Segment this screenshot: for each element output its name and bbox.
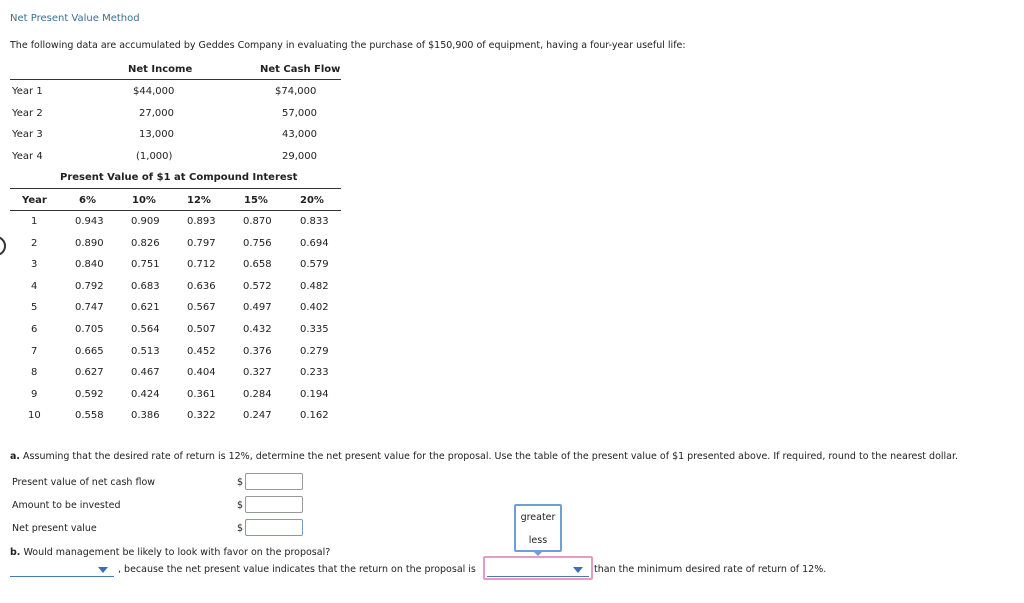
net-cash-flow-value: 57,000 bbox=[282, 108, 317, 119]
pv-factor-cell: 0.233 bbox=[300, 367, 329, 378]
year-label: Year 4 bbox=[12, 151, 43, 162]
pv-factor-cell: 0.705 bbox=[75, 324, 104, 335]
pv-factor-cell: 0.756 bbox=[243, 238, 272, 249]
pv-factor-cell: 0.579 bbox=[300, 259, 329, 270]
net-cash-flow-value: 43,000 bbox=[282, 129, 317, 140]
pv-year-cell: 2 bbox=[31, 238, 38, 249]
pv-factor-cell: 0.833 bbox=[300, 216, 329, 227]
pv-factor-cell: 0.636 bbox=[187, 281, 216, 292]
year-label: Year 2 bbox=[12, 108, 43, 119]
page-title: Net Present Value Method bbox=[10, 13, 140, 24]
pv-factor-cell: 0.564 bbox=[131, 324, 160, 335]
field-label-pv-net-cash-flow: Present value of net cash flow bbox=[12, 477, 156, 488]
pv-factor-cell: 0.621 bbox=[131, 302, 160, 313]
pv-factor-cell: 0.335 bbox=[300, 324, 329, 335]
because-text: , because the net present value indicates that the return on the proposal is bbox=[118, 564, 476, 575]
currency-symbol: $ bbox=[237, 477, 244, 488]
net-cash-flow-value: $74,000 bbox=[275, 86, 317, 97]
return-dropdown-menu bbox=[514, 504, 562, 552]
dropdown-pointer-icon bbox=[533, 551, 543, 556]
pv-factor-cell: 0.572 bbox=[243, 281, 272, 292]
table-rule bbox=[10, 79, 341, 80]
header-net-income: Net Income bbox=[128, 64, 193, 75]
pv-year-cell: 3 bbox=[31, 259, 38, 270]
pv-factor-cell: 0.322 bbox=[187, 410, 216, 421]
pv-table-title: Present Value of $1 at Compound Interest bbox=[60, 172, 298, 183]
pv-net-cash-flow-input[interactable] bbox=[245, 473, 303, 490]
intro-text: The following data are accumulated by Geddes Company in evaluating the purchase of $150,900 of equipment, having a four-year useful life: bbox=[10, 40, 686, 51]
pv-factor-cell: 0.513 bbox=[131, 346, 160, 357]
pv-year-cell: 5 bbox=[31, 302, 38, 313]
pv-factor-cell: 0.797 bbox=[187, 238, 216, 249]
question-b-prefix: b. bbox=[10, 547, 21, 558]
pv-factor-cell: 0.567 bbox=[187, 302, 216, 313]
net-cash-flow-value: 29,000 bbox=[282, 151, 317, 162]
than-text: than the minimum desired rate of return of 12%. bbox=[594, 564, 827, 575]
dropdown-option-less[interactable]: less bbox=[528, 535, 548, 546]
pv-factor-cell: 0.507 bbox=[187, 324, 216, 335]
pv-year-cell: 6 bbox=[31, 324, 38, 335]
pv-factor-cell: 0.840 bbox=[75, 259, 104, 270]
pv-factor-cell: 0.712 bbox=[187, 259, 216, 270]
pv-factor-cell: 0.284 bbox=[243, 389, 272, 400]
pv-factor-cell: 0.943 bbox=[75, 216, 104, 227]
question-a-text: Assuming that the desired rate of return is 12%, determine the net present value for the proposal. Use the table of the present value of $1 presented above. If required, round to the nearest dollar. bbox=[20, 451, 959, 462]
pv-factor-cell: 0.404 bbox=[187, 367, 216, 378]
pv-header: 20% bbox=[300, 195, 324, 206]
dropdown-option-greater[interactable]: greater bbox=[520, 512, 556, 523]
net-income-value: (1,000) bbox=[136, 151, 173, 162]
question-a bbox=[10, 451, 958, 462]
pv-factor-cell: 0.432 bbox=[243, 324, 272, 335]
return-select[interactable] bbox=[487, 563, 589, 577]
pv-factor-cell: 0.194 bbox=[300, 389, 329, 400]
pv-factor-cell: 0.327 bbox=[243, 367, 272, 378]
pv-factor-cell: 0.279 bbox=[300, 346, 329, 357]
pv-factor-cell: 0.424 bbox=[131, 389, 160, 400]
pv-year-cell: 7 bbox=[31, 346, 38, 357]
pv-year-cell: 10 bbox=[28, 410, 41, 421]
pv-factor-cell: 0.627 bbox=[75, 367, 104, 378]
pv-factor-cell: 0.592 bbox=[75, 389, 104, 400]
pv-factor-cell: 0.665 bbox=[75, 346, 104, 357]
currency-symbol: $ bbox=[237, 500, 244, 511]
year-label: Year 3 bbox=[12, 129, 43, 140]
pv-factor-cell: 0.792 bbox=[75, 281, 104, 292]
pv-factor-cell: 0.386 bbox=[131, 410, 160, 421]
pv-factor-cell: 0.247 bbox=[243, 410, 272, 421]
pv-year-cell: 8 bbox=[31, 367, 38, 378]
question-b-text: Would management be likely to look with favor on the proposal? bbox=[20, 547, 331, 558]
pv-factor-cell: 0.376 bbox=[243, 346, 272, 357]
chevron-down-icon bbox=[573, 567, 583, 573]
amount-invested-input[interactable] bbox=[245, 496, 303, 513]
pv-factor-cell: 0.870 bbox=[243, 216, 272, 227]
pv-factor-cell: 0.558 bbox=[75, 410, 104, 421]
pv-header: 12% bbox=[187, 195, 211, 206]
cash-table-body bbox=[0, 86, 360, 174]
pv-header: 15% bbox=[244, 195, 268, 206]
net-income-value: 13,000 bbox=[139, 129, 174, 140]
pv-factor-cell: 0.658 bbox=[243, 259, 272, 270]
pv-factor-cell: 0.694 bbox=[300, 238, 329, 249]
pv-year-cell: 4 bbox=[31, 281, 38, 292]
pv-factor-cell: 0.683 bbox=[131, 281, 160, 292]
currency-symbol: $ bbox=[237, 523, 244, 534]
pv-table-body bbox=[0, 216, 360, 432]
pv-factor-cell: 0.890 bbox=[75, 238, 104, 249]
pv-factor-cell: 0.497 bbox=[243, 302, 272, 313]
field-label-net-present-value: Net present value bbox=[12, 523, 97, 534]
pv-factor-cell: 0.467 bbox=[131, 367, 160, 378]
pv-year-cell: 1 bbox=[31, 216, 38, 227]
favor-select[interactable] bbox=[10, 563, 114, 577]
net-present-value-input[interactable] bbox=[245, 519, 303, 536]
pv-factor-cell: 0.482 bbox=[300, 281, 329, 292]
field-label-amount-invested: Amount to be invested bbox=[12, 500, 121, 511]
pv-factor-cell: 0.452 bbox=[187, 346, 216, 357]
question-a-prefix: a. bbox=[10, 451, 21, 462]
net-income-value: $44,000 bbox=[133, 86, 175, 97]
pv-year-cell: 9 bbox=[31, 389, 38, 400]
pv-factor-cell: 0.751 bbox=[131, 259, 160, 270]
pv-factor-cell: 0.361 bbox=[187, 389, 216, 400]
question-b bbox=[10, 547, 330, 558]
table-rule bbox=[10, 210, 341, 211]
net-income-value: 27,000 bbox=[139, 108, 174, 119]
pv-factor-cell: 0.162 bbox=[300, 410, 329, 421]
pv-header: 6% bbox=[79, 195, 96, 206]
pv-factor-cell: 0.747 bbox=[75, 302, 104, 313]
pv-factor-cell: 0.402 bbox=[300, 302, 329, 313]
pv-factor-cell: 0.826 bbox=[131, 238, 160, 249]
pv-factor-cell: 0.893 bbox=[187, 216, 216, 227]
year-label: Year 1 bbox=[12, 86, 43, 97]
pv-header: 10% bbox=[132, 195, 156, 206]
pv-header: Year bbox=[22, 195, 47, 206]
pv-factor-cell: 0.909 bbox=[131, 216, 160, 227]
table-rule bbox=[10, 188, 341, 189]
header-net-cash-flow: Net Cash Flow bbox=[260, 64, 341, 75]
chevron-down-icon bbox=[98, 567, 108, 573]
